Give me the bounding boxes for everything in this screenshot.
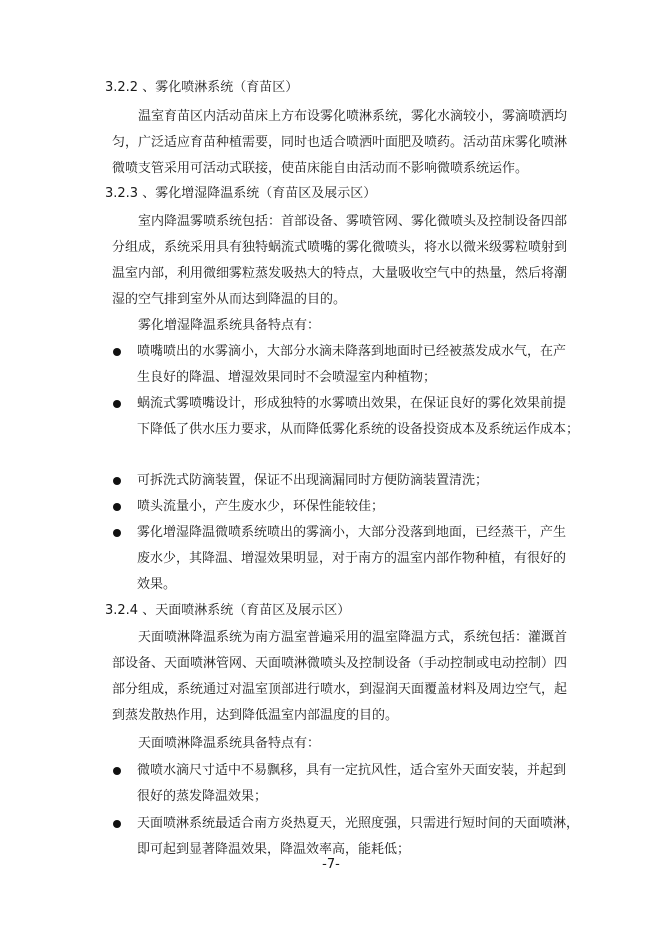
bullet-item-line: 效果。 (137, 577, 177, 592)
bullet-item-line: 喷嘴喷出的水雾滴小，大部分水滴未降落到地面时已经被蒸发成水气，在产 (137, 344, 567, 359)
paragraph-line: 部设备、天面喷淋管网、天面喷淋微喷头及控制设备（手动控制或电动控制）四 (112, 656, 568, 671)
bullet-item-line: 很好的蒸发降温效果； (137, 789, 268, 804)
bullet-item-line: 生良好的降温、增湿效果同时不会喷湿室内种植物； (137, 370, 437, 385)
paragraph-line: 天面喷淋降温系统为南方温室普遍采用的温室降温方式，系统包括：灌溉首 (138, 630, 568, 645)
bullet-icon (113, 400, 121, 408)
bullet-item-line: 废水少，其降温、增湿效果明显，对于南方的温室内部作物种植，有很好的 (137, 551, 567, 566)
paragraph-line: 湿的空气排到室外从而达到降温的目的。 (112, 292, 347, 307)
paragraph-line: 温室育苗区内活动苗床上方布设雾化喷淋系统，雾化水滴较小，雾滴喷洒均 (138, 109, 568, 124)
paragraph-line: 室内降温雾喷系统包括：首部设备、雾喷管网、雾化微喷头及控制设备四部 (138, 214, 568, 229)
bullet-icon (113, 820, 121, 828)
bullet-icon (113, 503, 121, 511)
section-heading-3-2-3: 3.2.3 、雾化增湿降温系统（育苗区及展示区） (105, 186, 377, 201)
bullet-item-line: 雾化增湿降温微喷系统喷出的雾滴小，大部分没落到地面，已经蒸干，产生 (137, 525, 567, 540)
bullet-item-line: 可拆洗式防滴装置，保证不出现滴漏同时方便防滴装置清洗； (137, 473, 489, 488)
bullet-item-line: 微喷水滴尺寸适中不易飘移，具有一定抗风性，适合室外天面安装，并起到 (137, 763, 567, 778)
bullet-item-line: 喷头流量小，产生废水少，环保性能较佳； (137, 499, 385, 514)
paragraph-line: 到蒸发散热作用，达到降低温室内部温度的目的。 (112, 708, 399, 723)
paragraph-line: 分组成，系统采用具有独特蜗流式喷嘴的雾化微喷头，将水以微米级雾粒喷射到 (112, 240, 568, 255)
bullet-icon (113, 348, 121, 356)
features-intro: 雾化增湿降温系统具备特点有： (138, 318, 321, 333)
paragraph-line: 温室内部，利用微细雾粒蒸发吸热大的特点，大量吸收空气中的热量，然后将潮 (112, 266, 568, 281)
section-heading-3-2-4: 3.2.4 、天面喷淋系统（育苗区及展示区） (105, 603, 351, 618)
bullet-item-line: 下降低了供水压力要求，从而降低雾化系统的设备投资成本及系统运作成本； (137, 422, 580, 437)
paragraph-line: 部分组成，系统通过对温室顶部进行喷水，到湿润天面覆盖材料及周边空气，起 (112, 682, 568, 697)
bullet-item-line: 蜗流式雾喷嘴设计，形成独特的水雾喷出效果，在保证良好的雾化效果前提 (137, 396, 567, 411)
bullet-icon (113, 767, 121, 775)
bullet-icon (113, 477, 121, 485)
section-heading-3-2-2: 3.2.2 、雾化喷淋系统（育苗区） (105, 80, 299, 95)
bullet-icon (113, 529, 121, 537)
bullet-item-line: 天面喷淋系统最适合南方炎热夏天，光照度强，只需进行短时间的天面喷淋， (137, 816, 580, 831)
features-intro: 天面喷淋降温系统具备特点有： (138, 736, 321, 751)
paragraph-line: 匀，广泛适应育苗种植需要，同时也适合喷洒叶面肥及喷药。活动苗床雾化喷淋 (112, 135, 568, 150)
paragraph-line: 微喷支管采用可活动式联接，使苗床能自由活动而不影响微喷系统运作。 (112, 161, 529, 176)
bullet-item-line: 即可起到显著降温效果，降温效率高，能耗低； (137, 842, 411, 857)
page-number: -7- (322, 857, 340, 872)
